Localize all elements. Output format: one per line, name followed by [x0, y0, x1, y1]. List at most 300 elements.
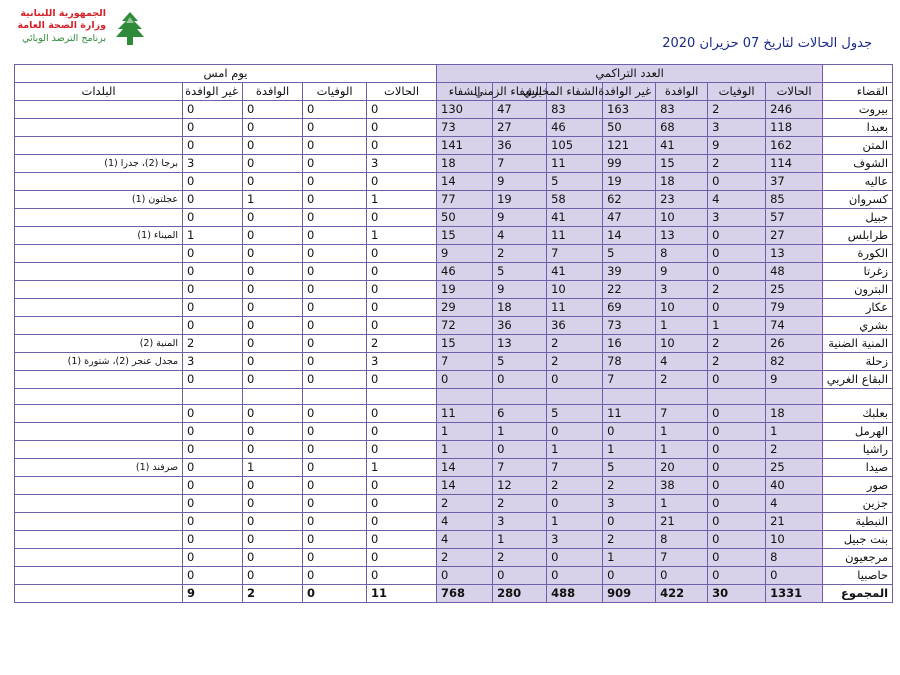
- empty-cell: [547, 389, 603, 405]
- imported-cell: 8: [656, 245, 708, 263]
- table-row: [15, 567, 893, 585]
- district-cell: جزين: [823, 495, 893, 513]
- recovery-cell: 29: [437, 299, 493, 317]
- deaths-cell: 2: [708, 335, 766, 353]
- cedar-icon: [110, 9, 150, 49]
- lab-recovery-cell: 0: [547, 495, 603, 513]
- lab-recovery-cell: 41: [547, 209, 603, 227]
- y-imported-cell: 0: [243, 245, 303, 263]
- empty-cell: [766, 389, 823, 405]
- table-row: [15, 549, 893, 567]
- deaths-cell: 0: [708, 531, 766, 549]
- not-imported-cell: 0: [603, 513, 656, 531]
- not-imported-cell: 7: [603, 371, 656, 389]
- imported-cell: 1: [656, 495, 708, 513]
- deaths-cell: 0: [708, 441, 766, 459]
- deaths-cell: 0: [708, 423, 766, 441]
- y-deaths-cell: 0: [303, 549, 367, 567]
- deaths-cell: 2: [708, 155, 766, 173]
- towns-cell: [15, 317, 183, 335]
- table-row: [15, 155, 893, 173]
- deaths-cell: 0: [708, 245, 766, 263]
- y-cases-cell: 0: [367, 441, 437, 459]
- district-cell: بنت جبيل: [823, 531, 893, 549]
- district-cell: المتن: [823, 137, 893, 155]
- cases-cell: 21: [766, 513, 823, 531]
- y-deaths-cell: 0: [303, 317, 367, 335]
- imported-cell: 21: [656, 513, 708, 531]
- cases-cell: 10: [766, 531, 823, 549]
- cases-cell: 13: [766, 245, 823, 263]
- y-not-imported-cell: 0: [183, 209, 243, 227]
- time-recovery-cell: 9: [493, 281, 547, 299]
- district-cell: الهرمل: [823, 423, 893, 441]
- y-not-imported-cell: 0: [183, 299, 243, 317]
- y-cases-header: الحالات: [367, 83, 437, 101]
- table-row: [15, 119, 893, 137]
- lab-recovery-cell: 5: [547, 173, 603, 191]
- cases-cell: 0: [766, 567, 823, 585]
- district-cell: بشري: [823, 317, 893, 335]
- recovery-cell: 15: [437, 335, 493, 353]
- table-row: [15, 263, 893, 281]
- y-imported-cell: 0: [243, 423, 303, 441]
- y-not-imported-cell: 0: [183, 281, 243, 299]
- cases-cell: 2: [766, 441, 823, 459]
- recovery-cell: 2: [437, 495, 493, 513]
- deaths-cell: 0: [708, 405, 766, 423]
- towns-cell: [15, 119, 183, 137]
- cases-table: [14, 64, 893, 603]
- time-recovery-cell: 4: [493, 227, 547, 245]
- time-recovery-cell: 1: [493, 423, 547, 441]
- lab-recovery-cell: 41: [547, 263, 603, 281]
- y-not-imported-cell: 0: [183, 405, 243, 423]
- towns-cell: [15, 513, 183, 531]
- towns-cell: [15, 137, 183, 155]
- imported-cell: 10: [656, 335, 708, 353]
- cases-cell: 246: [766, 101, 823, 119]
- towns-cell: [15, 423, 183, 441]
- district-cell: المجموع: [823, 585, 893, 603]
- not-imported-cell: 0: [603, 423, 656, 441]
- y-not-imported-cell: 0: [183, 423, 243, 441]
- towns-cell: صرفند (1): [15, 459, 183, 477]
- time-recovery-cell: 9: [493, 209, 547, 227]
- cases-cell: 25: [766, 281, 823, 299]
- deaths-cell: 2: [708, 101, 766, 119]
- y-deaths-cell: 0: [303, 459, 367, 477]
- cases-cell: 26: [766, 335, 823, 353]
- towns-cell: الميناء (1): [15, 227, 183, 245]
- group-header-row: [15, 65, 893, 83]
- y-imported-cell: 0: [243, 209, 303, 227]
- y-deaths-cell: 0: [303, 101, 367, 119]
- y-imported-cell: 1: [243, 191, 303, 209]
- imported-cell: 23: [656, 191, 708, 209]
- y-imported-cell: 0: [243, 101, 303, 119]
- not-imported-cell: 39: [603, 263, 656, 281]
- lab-recovery-cell: 0: [547, 567, 603, 585]
- yesterday-group-header: يوم امس: [15, 65, 437, 83]
- table-row: [15, 209, 893, 227]
- recovery-cell: 15: [437, 227, 493, 245]
- y-not-imported-cell: 0: [183, 549, 243, 567]
- lab-recovery-cell: 488: [547, 585, 603, 603]
- table-row: [15, 405, 893, 423]
- district-cell: عاليه: [823, 173, 893, 191]
- lab-recovery-cell: 36: [547, 317, 603, 335]
- cases-cell: 18: [766, 405, 823, 423]
- district-cell: كسروان: [823, 191, 893, 209]
- towns-cell: عجلتون (1): [15, 191, 183, 209]
- y-cases-cell: 2: [367, 335, 437, 353]
- y-imported-cell: 0: [243, 513, 303, 531]
- not-imported-cell: 14: [603, 227, 656, 245]
- district-cell: البترون: [823, 281, 893, 299]
- y-imported-cell: 0: [243, 137, 303, 155]
- not-imported-cell: 50: [603, 119, 656, 137]
- y-imported-cell: 0: [243, 227, 303, 245]
- y-cases-cell: 0: [367, 101, 437, 119]
- y-cases-cell: 0: [367, 405, 437, 423]
- recovery-cell: 4: [437, 513, 493, 531]
- not-imported-cell: 47: [603, 209, 656, 227]
- recovery-cell: 19: [437, 281, 493, 299]
- deaths-cell: 4: [708, 191, 766, 209]
- ministry-logo: [10, 6, 150, 52]
- recovery-cell: 14: [437, 459, 493, 477]
- recovery-cell: 1: [437, 441, 493, 459]
- imported-cell: 9: [656, 263, 708, 281]
- time-recovery-cell: 27: [493, 119, 547, 137]
- recovery-cell: 14: [437, 173, 493, 191]
- not-imported-cell: 22: [603, 281, 656, 299]
- deaths-cell: 0: [708, 477, 766, 495]
- lab-recovery-cell: 46: [547, 119, 603, 137]
- empty-cell: [708, 389, 766, 405]
- y-not-imported-cell: 3: [183, 155, 243, 173]
- lab-recovery-cell: 2: [547, 477, 603, 495]
- y-not-imported-cell: 0: [183, 531, 243, 549]
- table-row: [15, 513, 893, 531]
- district-cell: بعبدا: [823, 119, 893, 137]
- y-deaths-cell: 0: [303, 209, 367, 227]
- y-deaths-cell: 0: [303, 191, 367, 209]
- y-not-imported-cell: 0: [183, 191, 243, 209]
- deaths-cell: 0: [708, 495, 766, 513]
- time-recovery-cell: 280: [493, 585, 547, 603]
- y-deaths-cell: 0: [303, 299, 367, 317]
- y-cases-cell: 0: [367, 567, 437, 585]
- lab-recovery-cell: 105: [547, 137, 603, 155]
- y-cases-cell: 0: [367, 119, 437, 137]
- y-cases-cell: 0: [367, 317, 437, 335]
- lab-recovery-cell: 7: [547, 459, 603, 477]
- district-cell: حاصبيا: [823, 567, 893, 585]
- deaths-cell: 3: [708, 119, 766, 137]
- y-not-imported-cell: 0: [183, 317, 243, 335]
- y-deaths-cell: 0: [303, 423, 367, 441]
- cases-cell: 25: [766, 459, 823, 477]
- lab-recovery-cell: 7: [547, 245, 603, 263]
- y-not-imported-cell: 9: [183, 585, 243, 603]
- table-row: [15, 335, 893, 353]
- y-cases-cell: 0: [367, 299, 437, 317]
- district-cell: الشوف: [823, 155, 893, 173]
- time-recovery-cell: 18: [493, 299, 547, 317]
- y-deaths-cell: 0: [303, 567, 367, 585]
- y-not-imported-cell: 1: [183, 227, 243, 245]
- y-imported-cell: 0: [243, 119, 303, 137]
- time-recovery-cell: 2: [493, 549, 547, 567]
- y-imported-cell: 0: [243, 371, 303, 389]
- y-imported-cell: 0: [243, 495, 303, 513]
- y-deaths-header: الوفيات: [303, 83, 367, 101]
- towns-cell: [15, 371, 183, 389]
- y-imported-cell: 0: [243, 335, 303, 353]
- towns-cell: [15, 245, 183, 263]
- lab-recovery-cell: 2: [547, 353, 603, 371]
- not-imported-header: غير الوافدة: [603, 83, 656, 101]
- imported-cell: 68: [656, 119, 708, 137]
- time-recovery-header: الشفاء الزمني: [493, 83, 547, 101]
- y-imported-cell: 0: [243, 477, 303, 495]
- not-imported-cell: 11: [603, 405, 656, 423]
- table-row: [15, 191, 893, 209]
- imported-cell: 38: [656, 477, 708, 495]
- not-imported-cell: 16: [603, 335, 656, 353]
- y-deaths-cell: 0: [303, 371, 367, 389]
- towns-cell: [15, 101, 183, 119]
- y-not-imported-cell: 0: [183, 441, 243, 459]
- cases-header: الحالات: [766, 83, 823, 101]
- y-deaths-cell: 0: [303, 405, 367, 423]
- imported-cell: 4: [656, 353, 708, 371]
- district-header: القضاء: [823, 83, 893, 101]
- district-cell: جبيل: [823, 209, 893, 227]
- y-deaths-cell: 0: [303, 353, 367, 371]
- lab-recovery-cell: 11: [547, 299, 603, 317]
- time-recovery-cell: 12: [493, 477, 547, 495]
- y-cases-cell: 0: [367, 495, 437, 513]
- imported-cell: 10: [656, 299, 708, 317]
- total-row: [15, 585, 893, 603]
- deaths-cell: 0: [708, 567, 766, 585]
- y-imported-cell: 2: [243, 585, 303, 603]
- imported-header: الوافدة: [656, 83, 708, 101]
- y-not-imported-cell: 0: [183, 101, 243, 119]
- table-row: [15, 299, 893, 317]
- table-row: [15, 317, 893, 335]
- recovery-cell: 1: [437, 423, 493, 441]
- deaths-cell: 0: [708, 549, 766, 567]
- y-cases-cell: 11: [367, 585, 437, 603]
- y-not-imported-cell: 0: [183, 495, 243, 513]
- empty-cell: [183, 389, 243, 405]
- imported-cell: 2: [656, 371, 708, 389]
- lab-recovery-cell: 2: [547, 335, 603, 353]
- y-imported-cell: 0: [243, 405, 303, 423]
- empty-cell: [243, 389, 303, 405]
- table-row: [15, 137, 893, 155]
- time-recovery-cell: 0: [493, 441, 547, 459]
- towns-cell: [15, 299, 183, 317]
- y-deaths-cell: 0: [303, 585, 367, 603]
- time-recovery-cell: 2: [493, 245, 547, 263]
- not-imported-cell: 62: [603, 191, 656, 209]
- cases-cell: 4: [766, 495, 823, 513]
- lab-recovery-cell: 83: [547, 101, 603, 119]
- y-not-imported-cell: 2: [183, 335, 243, 353]
- district-cell: المنية الضنية: [823, 335, 893, 353]
- not-imported-cell: 0: [603, 567, 656, 585]
- imported-cell: 15: [656, 155, 708, 173]
- y-deaths-cell: 0: [303, 477, 367, 495]
- cumulative-group-header: العدد التراكمي: [437, 65, 823, 83]
- y-imported-cell: 1: [243, 459, 303, 477]
- towns-cell: [15, 495, 183, 513]
- y-imported-cell: 0: [243, 549, 303, 567]
- district-cell: راشيا: [823, 441, 893, 459]
- imported-cell: 0: [656, 567, 708, 585]
- cases-cell: 57: [766, 209, 823, 227]
- recovery-cell: 73: [437, 119, 493, 137]
- imported-cell: 10: [656, 209, 708, 227]
- y-not-imported-cell: 0: [183, 263, 243, 281]
- y-cases-cell: 0: [367, 477, 437, 495]
- not-imported-cell: 121: [603, 137, 656, 155]
- y-deaths-cell: 0: [303, 119, 367, 137]
- cases-cell: 1331: [766, 585, 823, 603]
- imported-cell: 41: [656, 137, 708, 155]
- towns-cell: [15, 173, 183, 191]
- deaths-cell: 2: [708, 281, 766, 299]
- time-recovery-cell: 13: [493, 335, 547, 353]
- recovery-cell: 130: [437, 101, 493, 119]
- y-cases-cell: 0: [367, 423, 437, 441]
- y-deaths-cell: 0: [303, 137, 367, 155]
- y-cases-cell: 3: [367, 353, 437, 371]
- y-deaths-cell: 0: [303, 495, 367, 513]
- towns-cell: [15, 263, 183, 281]
- y-imported-cell: 0: [243, 155, 303, 173]
- empty-cell: [367, 389, 437, 405]
- not-imported-cell: 73: [603, 317, 656, 335]
- towns-cell: [15, 549, 183, 567]
- y-imported-cell: 0: [243, 567, 303, 585]
- empty-cell: [15, 389, 183, 405]
- table-row: [15, 245, 893, 263]
- deaths-cell: 0: [708, 371, 766, 389]
- cases-cell: 40: [766, 477, 823, 495]
- deaths-cell: 9: [708, 137, 766, 155]
- imported-cell: 8: [656, 531, 708, 549]
- y-not-imported-cell: 3: [183, 353, 243, 371]
- recovery-cell: 77: [437, 191, 493, 209]
- table-row: [15, 281, 893, 299]
- table-row: [15, 101, 893, 119]
- empty-cell: [303, 389, 367, 405]
- district-cell: زحلة: [823, 353, 893, 371]
- deaths-cell: 0: [708, 299, 766, 317]
- table-row: [15, 371, 893, 389]
- deaths-cell: 0: [708, 173, 766, 191]
- towns-cell: [15, 405, 183, 423]
- empty-cell: [437, 389, 493, 405]
- towns-cell: [15, 477, 183, 495]
- imported-cell: 3: [656, 281, 708, 299]
- district-cell: بعلبك: [823, 405, 893, 423]
- y-cases-cell: 0: [367, 531, 437, 549]
- empty-cell: [656, 389, 708, 405]
- y-deaths-cell: 0: [303, 513, 367, 531]
- recovery-cell: 9: [437, 245, 493, 263]
- ministry-line-1: الجمهورية اللبنانية: [20, 8, 106, 19]
- y-cases-cell: 0: [367, 371, 437, 389]
- not-imported-cell: 2: [603, 477, 656, 495]
- imported-cell: 20: [656, 459, 708, 477]
- not-imported-cell: 5: [603, 245, 656, 263]
- y-cases-cell: 0: [367, 137, 437, 155]
- y-deaths-cell: 0: [303, 263, 367, 281]
- district-cell: زغرتا: [823, 263, 893, 281]
- cases-cell: 37: [766, 173, 823, 191]
- document-title: جدول الحالات لتاريخ 07 حزيران 2020: [662, 36, 872, 51]
- y-not-imported-cell: 0: [183, 477, 243, 495]
- towns-cell: [15, 585, 183, 603]
- recovery-cell: 72: [437, 317, 493, 335]
- y-imported-cell: 0: [243, 317, 303, 335]
- cases-cell: 74: [766, 317, 823, 335]
- y-imported-cell: 0: [243, 441, 303, 459]
- y-imported-header: الوافدة: [243, 83, 303, 101]
- time-recovery-cell: 9: [493, 173, 547, 191]
- not-imported-cell: 1: [603, 549, 656, 567]
- y-cases-cell: 0: [367, 173, 437, 191]
- time-recovery-cell: 0: [493, 567, 547, 585]
- cases-cell: 8: [766, 549, 823, 567]
- towns-cell: برجا (2)، جدرا (1): [15, 155, 183, 173]
- table-body: [15, 101, 893, 603]
- empty-cell: [603, 389, 656, 405]
- not-imported-cell: 5: [603, 459, 656, 477]
- lab-recovery-cell: 0: [547, 371, 603, 389]
- lab-recovery-cell: 11: [547, 155, 603, 173]
- not-imported-cell: 2: [603, 531, 656, 549]
- empty-cell: [493, 389, 547, 405]
- time-recovery-cell: 3: [493, 513, 547, 531]
- lab-recovery-cell: 10: [547, 281, 603, 299]
- time-recovery-cell: 7: [493, 155, 547, 173]
- towns-header: البلدات: [15, 83, 183, 101]
- y-deaths-cell: 0: [303, 281, 367, 299]
- imported-cell: 83: [656, 101, 708, 119]
- table-row: [15, 477, 893, 495]
- towns-cell: [15, 209, 183, 227]
- y-cases-cell: 1: [367, 191, 437, 209]
- y-imported-cell: 0: [243, 353, 303, 371]
- y-cases-cell: 0: [367, 281, 437, 299]
- time-recovery-cell: 7: [493, 459, 547, 477]
- deaths-cell: 1: [708, 317, 766, 335]
- y-cases-cell: 3: [367, 155, 437, 173]
- deaths-cell: 2: [708, 353, 766, 371]
- district-cell: صور: [823, 477, 893, 495]
- cases-cell: 118: [766, 119, 823, 137]
- ministry-line-3: برنامج الترصد الوبائي: [22, 33, 106, 44]
- cases-cell: 85: [766, 191, 823, 209]
